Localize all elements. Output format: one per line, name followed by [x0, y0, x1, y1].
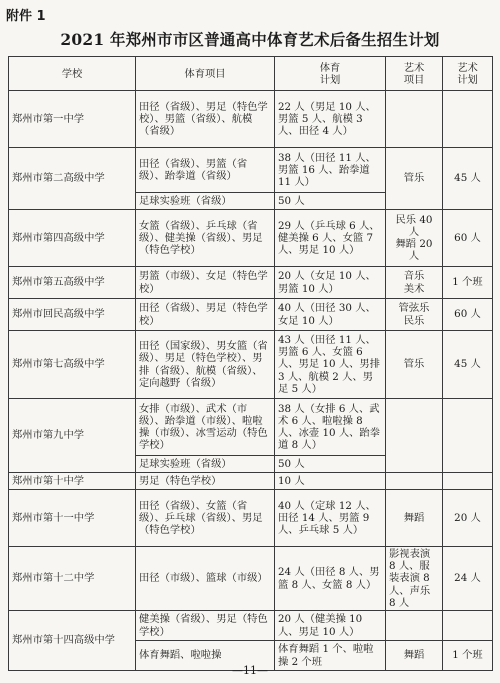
sports-plan-cell: 38 人（女排 6 人、武术 6 人、啦啦操 8 人、冰壶 10 人、跆拳道 8 人）: [275, 399, 386, 456]
sports-cell: 男篮（市级）、女足（特色学校）: [136, 267, 275, 299]
table-row: [9, 148, 493, 193]
arts-text: 民乐 40 人 舞蹈 20 人: [395, 213, 433, 263]
arts-plan-cell: 45 人: [443, 148, 493, 210]
school-cell: 郑州市第十二中学: [9, 547, 136, 611]
sports-plan-cell: 24 人（田径 8 人、男篮 8 人、女篮 8 人）: [275, 547, 386, 611]
header-sports: 体育项目: [136, 57, 275, 91]
sports-plan-cell: 38 人（田径 11 人、男篮 16 人、跆拳道 11 人）: [275, 148, 386, 193]
sports-cell: 田径（省级）、男篮（省级）、跆拳道（省级）: [136, 148, 275, 193]
table-row: [9, 473, 493, 490]
table-row: [9, 611, 493, 641]
arts-plan-cell: 24 人: [443, 547, 493, 611]
school-cell: 郑州市回民高级中学: [9, 299, 136, 331]
header-school: 学校: [9, 57, 136, 91]
arts-plan-cell: 20 人: [443, 490, 493, 547]
table-row: [9, 547, 493, 611]
arts-cell: 舞蹈: [386, 490, 443, 547]
header-arts-text: 艺术 项目: [403, 61, 425, 86]
arts-cell: [386, 399, 443, 473]
header-sports-plan-text: 体育 计划: [319, 61, 341, 86]
arts-plan-cell: [443, 611, 493, 641]
sports-cell: 女篮（省级）、乒乓球（省级）、健美操（省级）、男足（特色学校）: [136, 210, 275, 267]
sports-cell: 健美操（省级）、男足（特色学校）: [136, 611, 275, 641]
enrollment-plan-table: [8, 56, 493, 671]
sports-plan-cell: 50 人: [275, 193, 386, 210]
arts-cell: 影视表演 8 人、服装表演 8 人、声乐 8 人: [386, 547, 443, 611]
school-cell: 郑州市第四高级中学: [9, 210, 136, 267]
table-row: [9, 490, 493, 547]
arts-text: 管弦乐 民乐: [398, 302, 430, 327]
table-row: [9, 210, 493, 267]
arts-cell: [386, 210, 443, 267]
arts-cell: [386, 267, 443, 299]
sports-cell: 田径（省级）、男足（特色学校）: [136, 299, 275, 331]
school-cell: 郑州市第十中学: [9, 473, 136, 490]
page-number: —11—: [232, 664, 268, 677]
arts-plan-cell: [443, 91, 493, 148]
sports-plan-cell: 20 人（女足 10 人、男篮 10 人）: [275, 267, 386, 299]
sports-cell: 足球实验班（省级）: [136, 456, 275, 473]
arts-cell: 管乐: [386, 148, 443, 210]
school-cell: 郑州市第七高级中学: [9, 331, 136, 399]
arts-cell: [386, 611, 443, 641]
school-cell: 郑州市第十一中学: [9, 490, 136, 547]
table-row: [9, 91, 493, 148]
header-arts: [386, 57, 443, 91]
table-header-row: [9, 57, 493, 91]
sports-cell: 田径（省级）、男足（特色学校）、男篮（省级）、航模（省级）: [136, 91, 275, 148]
attachment-label: 附件 1: [6, 9, 46, 24]
sports-plan-cell: 22 人（男足 10 人、男篮 5 人、航模 3 人、田径 4 人）: [275, 91, 386, 148]
table-row: [9, 267, 493, 299]
arts-cell: [386, 473, 443, 490]
sports-cell: 足球实验班（省级）: [136, 193, 275, 210]
sports-cell: 田径（市级）、篮球（市级）: [136, 547, 275, 611]
arts-cell: 舞蹈: [386, 641, 443, 671]
school-cell: 郑州市第五高级中学: [9, 267, 136, 299]
sports-plan-cell: 40 人（定球 12 人、田径 14 人、男篮 9 人、乒乓球 5 人）: [275, 490, 386, 547]
school-cell: 郑州市第一中学: [9, 91, 136, 148]
arts-cell: [386, 299, 443, 331]
sports-cell: 男足（特色学校）: [136, 473, 275, 490]
document-title: 2021 年郑州市市区普通高中体育艺术后备生招生计划: [60, 30, 440, 49]
table-row: [9, 331, 493, 399]
table-row: [9, 299, 493, 331]
header-arts-plan-text: 艺术 计划: [457, 61, 478, 86]
arts-cell: [386, 91, 443, 148]
arts-plan-cell: [443, 473, 493, 490]
sports-plan-cell: 40 人（田径 30 人、女足 10 人）: [275, 299, 386, 331]
sports-plan-cell: 29 人（乒乓球 6 人、健美操 6 人、女篮 7 人、男足 10 人）: [275, 210, 386, 267]
sports-cell: 女排（市级）、武术（市级）、跆拳道（市级）、啦啦操（市级）、冰雪运动（特色学校）: [136, 399, 275, 456]
sports-cell: 田径（省级）、女篮（省级）、乒乓球（省级）、男足（特色学校）: [136, 490, 275, 547]
sports-cell: 田径（国家级）、男女篮（省级）、男足（特色学校）、男排（省级）、航模（省级）、定向越野（省级）: [136, 331, 275, 399]
sports-plan-cell: 20 人（健美操 10 人、男足 10 人）: [275, 611, 386, 641]
arts-plan-cell: 60 人: [443, 210, 493, 267]
school-cell: 郑州市第十四高级中学: [9, 611, 136, 671]
sports-plan-cell: 10 人: [275, 473, 386, 490]
table-row: [9, 399, 493, 456]
sports-plan-cell: 体育舞蹈 1 个、啦啦操 2 个班: [275, 641, 386, 671]
sports-plan-cell: 43 人（田径 11 人、男篮 6 人、女篮 6 人、男足 10 人、男排 3 人、航模 2 人、男足 5 人）: [275, 331, 386, 399]
header-sports-plan: [275, 57, 386, 91]
sports-cell: 体育舞蹈、啦啦操: [136, 641, 275, 671]
school-cell: 郑州市第二高级中学: [9, 148, 136, 210]
arts-plan-cell: 1 个班: [443, 641, 493, 671]
arts-plan-cell: 60 人: [443, 299, 493, 331]
arts-plan-cell: [443, 399, 493, 473]
arts-cell: 管乐: [386, 331, 443, 399]
arts-plan-cell: 1 个班: [443, 267, 493, 299]
arts-text: 音乐 美术: [403, 270, 425, 295]
header-arts-plan: [443, 57, 493, 91]
arts-plan-cell: 45 人: [443, 331, 493, 399]
school-cell: 郑州市第九中学: [9, 399, 136, 473]
sports-plan-cell: 50 人: [275, 456, 386, 473]
